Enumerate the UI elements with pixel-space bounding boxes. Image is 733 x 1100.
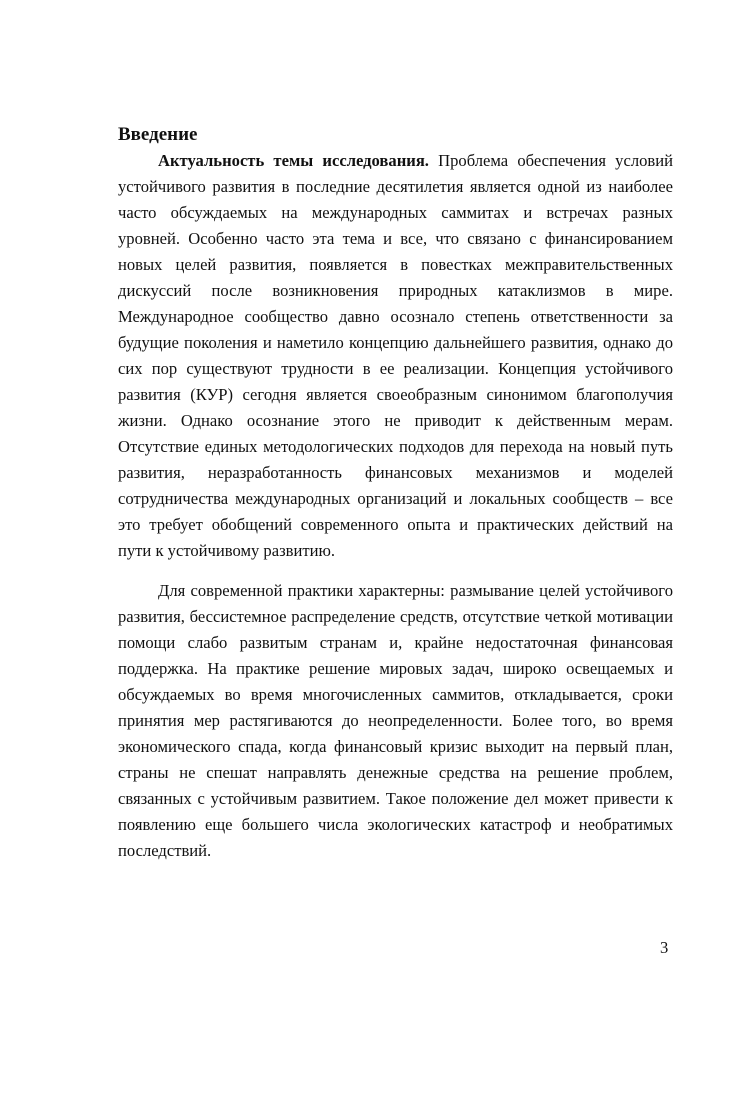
paragraph-1-line: развития, неразработанность финансовых механизмов и моделей	[118, 463, 673, 482]
paragraph-2-line: появлению еще большего числа экологических катастроф и необратимых	[118, 815, 673, 834]
paragraph-1-line: устойчивого развития в последние десятилетия является одной из наиболее	[118, 177, 673, 196]
paragraph-1-line: будущие поколения и наметило концепцию дальнейшего развития, однако до	[118, 333, 673, 352]
lead-phrase-bold: Актуальность темы исследования.	[158, 151, 429, 170]
paragraph-2-line: поддержка. На практике решение мировых задач, широко освещаемых и	[118, 659, 673, 678]
paragraph-1-line: развития (КУР) сегодня является своеобразным синонимом благополучия	[118, 385, 673, 404]
paragraph-1-line: новых целей развития, появляется в повестках межправительственных	[118, 255, 673, 274]
page-number: 3	[660, 938, 669, 957]
paragraph-2-line: принятия мер растягиваются до неопределенности. Более того, во время	[118, 711, 673, 730]
paragraph-1-line: часто обсуждаемых на международных саммитах и встречах разных	[118, 203, 673, 222]
paragraph-2-line: помощи слабо развитым странам и, крайне недостаточная финансовая	[118, 633, 673, 652]
paragraph-2-line: страны не спешат направлять денежные средства на решение проблем,	[118, 763, 673, 782]
paragraph-1-line: сотрудничества международных организаций и локальных сообществ – все	[118, 489, 673, 508]
paragraph-1-last-line: пути к устойчивому развитию.	[118, 541, 336, 560]
paragraph-2-line: экономического спада, когда финансовый кризис выходит на первый план,	[118, 737, 673, 756]
paragraph-2-first-line: Для современной практики характерны: размывание целей устойчивого	[158, 581, 673, 600]
paragraph-1-first-line	[158, 150, 673, 172]
paragraph-2-line: обсуждаемых во время многочисленных саммитов, откладывается, сроки	[118, 685, 673, 704]
paragraph-1-line: дискуссий после возникновения природных катаклизмов в мире.	[118, 281, 673, 300]
paragraph-1-line: Отсутствие единых методологических подходов для перехода на новый путь	[118, 437, 673, 456]
lead-phrase-rest: Проблема обеспечения условий	[428, 151, 673, 170]
paragraph-2-line: связанных с устойчивым развитием. Такое положение дел может привести к	[118, 789, 673, 808]
paragraph-1-line: жизни. Однако осознание этого не приводит к действенным мерам.	[118, 411, 673, 430]
paragraph-2-last-line: последствий.	[118, 841, 212, 860]
paragraph-1-line: уровней. Особенно часто эта тема и все, что связано с финансированием	[118, 229, 673, 248]
paragraph-1-line: сих пор существуют трудности в ее реализации. Концепция устойчивого	[118, 359, 673, 378]
paragraph-1-line: это требует обобщений современного опыта и практических действий на	[118, 515, 673, 534]
section-heading: Введение	[118, 124, 198, 145]
paragraph-2-line: развития, бессистемное распределение средств, отсутствие четкой мотивации	[118, 607, 673, 626]
paragraph-1-line: Международное сообщество давно осознало степень ответственности за	[118, 307, 673, 326]
